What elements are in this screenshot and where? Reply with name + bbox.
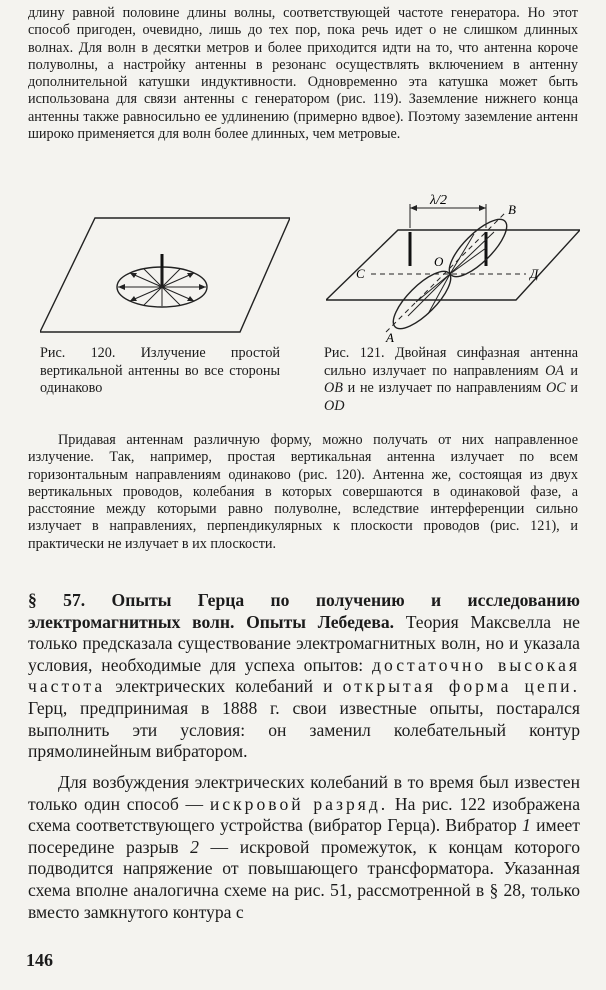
lambda-label: λ/2 [430,193,447,208]
p4-end: — искровой промежуток, к концам которого подводится напряжение от повышающего трансформатора. Указанная схема вполне аналогична схеме на рис. 51, рассмотренной в § 28, только вместо замкнутого контура с [28,836,580,922]
paragraph-section-57 [28,590,580,763]
figure-121-od: OD [324,397,345,414]
figure-121-caption-label: Рис. 121. [324,345,385,361]
figure-120-svg [40,210,290,340]
figure-120-caption-text: Излучение простой вертикальной антенны во все стороны одинаково [40,345,281,396]
page-number: 146 [26,950,53,970]
p4-mid1: На рис. 122 изображена схема соответствующего устройства (вибратор Герца). Вибратор [28,793,581,836]
figure-121-diagram [326,192,580,344]
figure-121-ob: OB [324,380,343,396]
figure-121-caption [324,345,578,415]
label-o: O [434,254,444,269]
label-a: A [386,330,394,344]
figure-120-diagram [40,210,290,340]
figure-120-caption [40,345,280,398]
p4-num2: 2 [190,836,199,857]
section-spaced-1: достаточно высокая частота [28,654,580,697]
p4-spaced: искровой разряд. [209,793,389,814]
section-text-end: Герц, предпринимая в 1888 г. свои известные опыты, постарался выполнить эти условия: он заменил колебательный контур прямолинейным вибратором. [28,697,580,762]
p4-start: Для возбуждения электрических колебаний в то время был известен только один способ — [28,772,580,814]
figure-121-oa: OA [545,362,564,379]
section-heading: § 57. Опыты Герца по получению и исследованию электромагнитных волн. Опыты Лебедева. [28,590,580,632]
figure-121-and1: и [570,362,578,379]
label-c: C [356,266,365,281]
paragraph-directional-antennas: Придавая антеннам различную форму, можно получать от них направленное излучение. Так, например, простая вертикальная антенна излучает по всем горизонтальным направлениям одинаково (рис. 120). Антенна же, состоящая из двух вертикальных проводов, колебания в которых совершаются в одинаковой фазе, а расстояние между которыми равно полуволне, вследствие интерференции сильно излучает в направлениях, перпендикулярных к плоскости проводов (рис. 121), и практически не излучает в их плоскости. [28,432,578,552]
ground-plane [40,218,290,332]
figure-121-caption-pre: Двойная синфазная антенна сильно излучает по направлениям [324,345,579,379]
section-spaced-2: открытая форма цепи. [342,676,580,697]
figure-121-oc: OC [545,380,566,396]
section-text-mid: электрических колебаний и [115,676,333,697]
paragraph-antenna-length: длину равной половине длины волны, соответствующей частоте генератора. Но этот способ пригоден, очевидно, лишь до тех пор, пока речь идет о не слишком длинных волнах. Для волн в десятки метров и более приходится идти на то, что антенна короче полуволны, а настройку антенны в резонанс осуществлять включением в антенну дополнительной катушки индуктивности. Одновременно эта катушка может быть использована для связи антенны с генератором (рис. 119). Заземление нижнего конца антенны также равносильно ее удлинению (примерно вдвое). Поэтому заземление антенн широко применяется для волн более длинных, чем метровые. [28,5,578,143]
figure-120-caption-label: Рис. 120. [40,345,116,361]
paragraph-spark-discharge [28,772,580,923]
p4-mid2: имеет посередине разрыв [28,815,580,857]
section-text-start: Теория Максвелла не только предсказала существование электромагнитных волн, но и указала условия, необходимые для успеха опытов: [28,611,580,675]
p4-num1: 1 [522,815,531,836]
figure-121-svg [326,192,580,344]
label-b: B [508,202,516,217]
figure-121-mid: и не излучает по направлениям [347,380,542,396]
figure-121-and2: и [570,380,578,396]
label-d: Д [530,266,539,281]
